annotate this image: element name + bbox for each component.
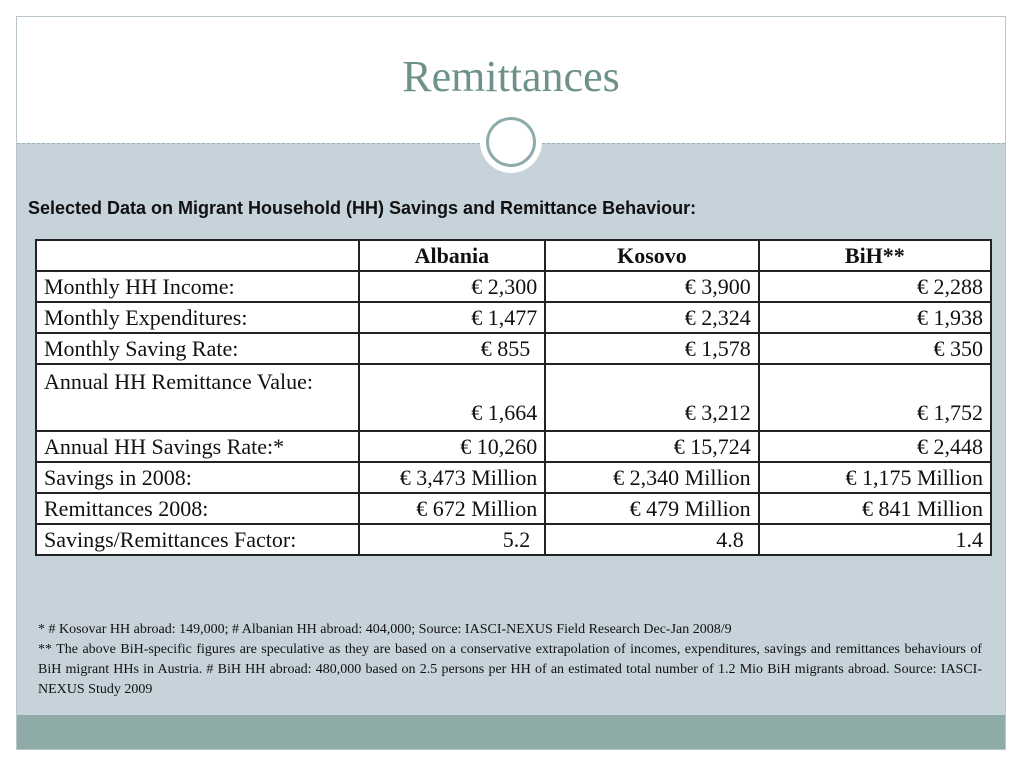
row-label: Monthly Expenditures: [36,302,359,333]
footnote-1: * # Kosovar HH abroad: 149,000; # Albanian HH abroad: 404,000; Source: IASCI-NEXUS Field Research Dec-Jan 2008/9 [38,622,732,637]
cell-kosovo: 4.8 [545,524,758,555]
cell-albania: € 1,664 [359,364,546,431]
slide [16,16,1006,750]
cell-bih: € 2,448 [759,431,991,462]
table-row [36,524,991,555]
cell-bih: € 350 [759,333,991,364]
table-row [36,333,991,364]
table-row [36,462,991,493]
cell-bih: 1.4 [759,524,991,555]
cell-kosovo: € 1,578 [545,333,758,364]
footnotes [38,620,982,700]
header-label-column [36,240,359,271]
table-row [36,271,991,302]
header-kosovo: Kosovo [545,240,758,271]
cell-kosovo: € 2,324 [545,302,758,333]
row-label: Savings in 2008: [36,462,359,493]
cell-kosovo: € 3,212 [545,364,758,431]
cell-bih: € 1,938 [759,302,991,333]
cell-albania: € 672 Million [359,493,546,524]
header-albania: Albania [359,240,546,271]
cell-albania: € 2,300 [359,271,546,302]
slide-subtitle: Selected Data on Migrant Household (HH) Savings and Remittance Behaviour: [28,198,697,218]
row-label: Remittances 2008: [36,493,359,524]
cell-kosovo: € 3,900 [545,271,758,302]
header-bih: BiH** [759,240,991,271]
row-label: Monthly Saving Rate: [36,333,359,364]
cell-albania: € 10,260 [359,431,546,462]
cell-bih: € 1,752 [759,364,991,431]
cell-bih: € 1,175 Million [759,462,991,493]
table-row [36,493,991,524]
divider-circle-icon [486,117,536,167]
cell-bih: € 841 Million [759,493,991,524]
remittance-table [35,239,992,556]
bottom-band [17,715,1005,750]
row-label: Savings/Remittances Factor: [36,524,359,555]
row-label: Annual HH Savings Rate:* [36,431,359,462]
row-label: Annual HH Remittance Value: [36,364,359,431]
table-row [36,302,991,333]
table-row [36,364,991,431]
cell-albania: € 855 [359,333,546,364]
slide-title: Remittances [402,52,620,101]
cell-albania: € 1,477 [359,302,546,333]
cell-bih: € 2,288 [759,271,991,302]
table-header-row [36,240,991,271]
cell-kosovo: € 2,340 Million [545,462,758,493]
cell-albania: 5.2 [359,524,546,555]
table-row [36,431,991,462]
row-label: Monthly HH Income: [36,271,359,302]
cell-kosovo: € 479 Million [545,493,758,524]
cell-albania: € 3,473 Million [359,462,546,493]
cell-kosovo: € 15,724 [545,431,758,462]
footnote-2: ** The above BiH-specific figures are speculative as they are based on a conservative extrapolation of incomes, expenditures, savings and remittances behaviours of BiH migrant HHs in Austria. # BiH HH abroad: 480,000 based on 2.5 persons per HH of an estimated total number of 1.2 Mio BiH migrants abroad. Source: IASCI-NEXUS Study 2009 [38,642,982,697]
